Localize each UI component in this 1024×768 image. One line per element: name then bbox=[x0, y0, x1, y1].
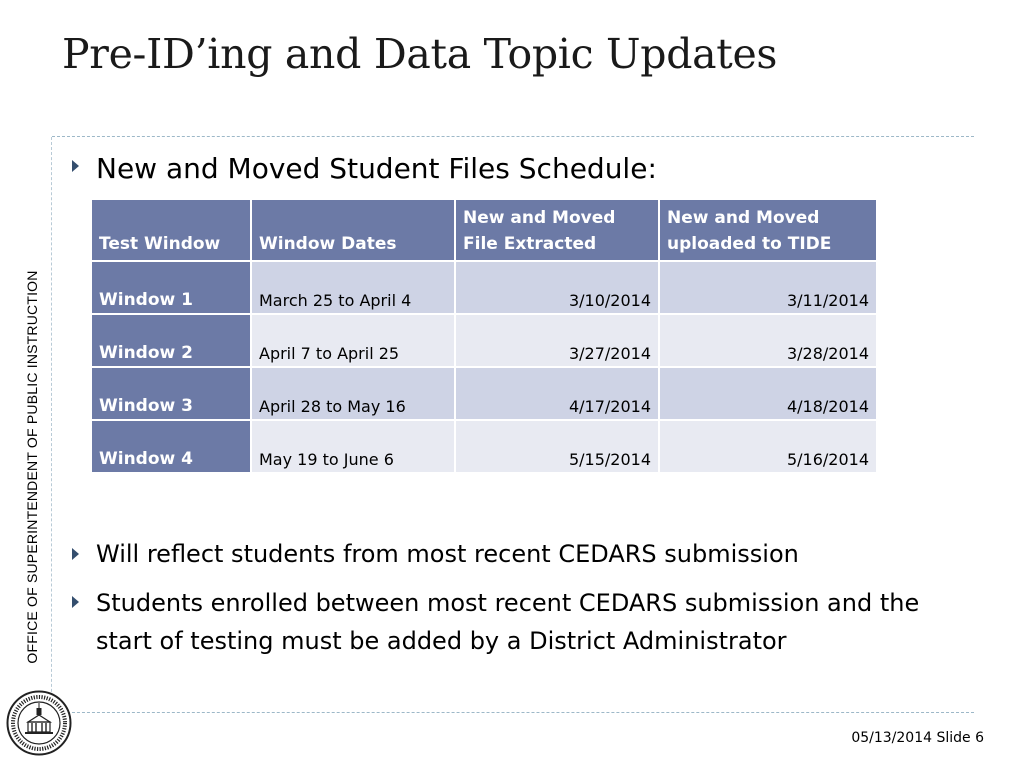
uploaded-date: 3/11/2014 bbox=[660, 262, 876, 313]
bullet-text: Will reflect students from most recent CEDARS submission bbox=[96, 540, 799, 568]
table-row bbox=[92, 368, 876, 419]
header-file-extracted: New and Moved File Extracted bbox=[456, 200, 658, 260]
header-window-dates: Window Dates bbox=[252, 200, 454, 260]
slide-title: Pre-ID’ing and Data Topic Updates bbox=[62, 30, 778, 78]
ospi-seal-icon bbox=[6, 690, 72, 756]
bottom-divider bbox=[52, 712, 974, 713]
uploaded-date: 4/18/2014 bbox=[660, 368, 876, 419]
table-row bbox=[92, 421, 876, 472]
window-name: Window 3 bbox=[92, 368, 250, 419]
slide-footer: 05/13/2014 Slide 6 bbox=[851, 730, 984, 746]
table-row bbox=[92, 262, 876, 313]
table-row bbox=[92, 315, 876, 366]
extracted-date: 3/27/2014 bbox=[456, 315, 658, 366]
bullet-text: New and Moved Student Files Schedule: bbox=[96, 152, 657, 185]
top-divider bbox=[52, 136, 974, 137]
window-dates: May 19 to June 6 bbox=[252, 421, 454, 472]
side-label: OFFICE OF SUPERINTENDENT OF PUBLIC INSTRUCTION bbox=[24, 270, 40, 664]
bullet-arrow-icon bbox=[72, 160, 79, 172]
extracted-date: 3/10/2014 bbox=[456, 262, 658, 313]
extracted-date: 5/15/2014 bbox=[456, 421, 658, 472]
uploaded-date: 5/16/2014 bbox=[660, 421, 876, 472]
header-uploaded-tide: New and Moved uploaded to TIDE bbox=[660, 200, 876, 260]
extracted-date: 4/17/2014 bbox=[456, 368, 658, 419]
window-name: Window 2 bbox=[92, 315, 250, 366]
table-header-row bbox=[92, 200, 876, 260]
bullet-arrow-icon bbox=[72, 596, 79, 608]
left-divider bbox=[51, 137, 52, 712]
window-name: Window 4 bbox=[92, 421, 250, 472]
schedule-table bbox=[90, 198, 878, 474]
bullet-arrow-icon bbox=[72, 548, 79, 560]
window-dates: March 25 to April 4 bbox=[252, 262, 454, 313]
header-test-window: Test Window bbox=[92, 200, 250, 260]
window-name: Window 1 bbox=[92, 262, 250, 313]
window-dates: April 7 to April 25 bbox=[252, 315, 454, 366]
uploaded-date: 3/28/2014 bbox=[660, 315, 876, 366]
window-dates: April 28 to May 16 bbox=[252, 368, 454, 419]
bullet-text: Students enrolled between most recent CEDARS submission and the start of testing must be added by a District Administrator bbox=[96, 589, 920, 655]
